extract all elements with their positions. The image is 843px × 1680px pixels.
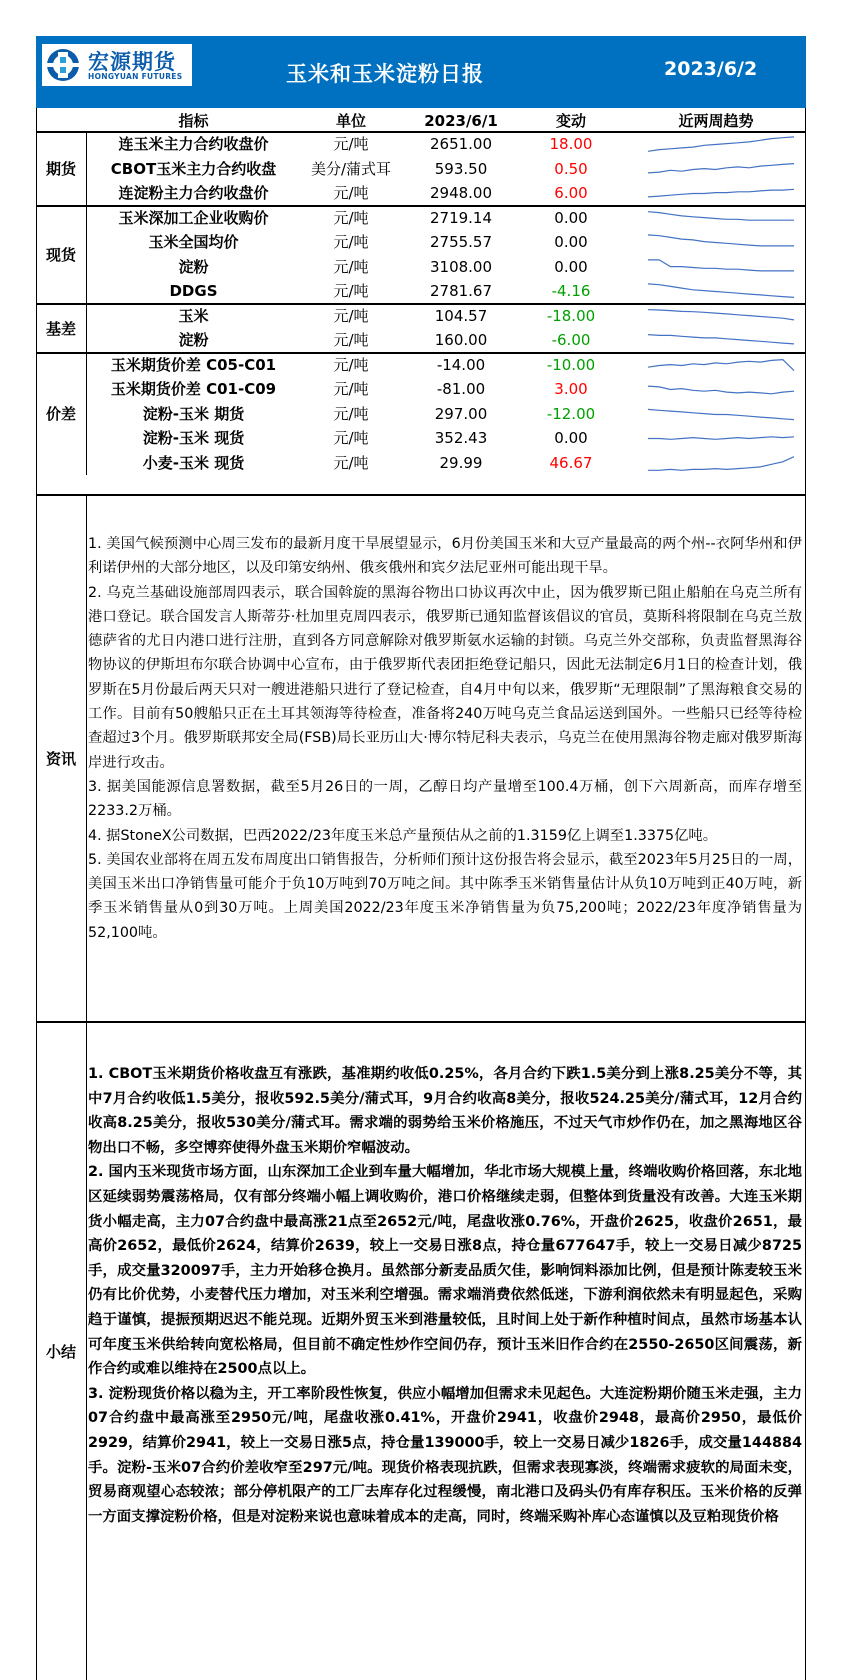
trend-sparkline xyxy=(646,428,796,449)
indicator-name: 连淀粉主力合约收盘价 xyxy=(118,184,269,202)
indicator-change: 3.00 xyxy=(554,380,588,398)
news-paragraph: 4. 据StoneX公司数据，巴西2022/23年度玉米总产量预估从之前的1.3159亿上调至1.3375亿吨。 xyxy=(88,827,718,844)
report-sheet xyxy=(36,36,806,1680)
indicator-change: 6.00 xyxy=(554,184,588,202)
indicator-change: -18.00 xyxy=(546,306,596,325)
trend-sparkline xyxy=(646,453,796,474)
indicator-name: 淀粉-玉米 期货 xyxy=(142,404,245,423)
category-label: 期货 xyxy=(45,160,76,179)
trend-line xyxy=(648,137,794,151)
divider xyxy=(86,132,87,206)
company-logo xyxy=(42,44,192,86)
trend-sparkline xyxy=(646,330,796,351)
trend-line xyxy=(648,235,794,246)
news-paragraph: 1. 美国气候预测中心周三发布的最新月度干旱展望显示，6月份美国玉米和大豆产量最高的两个州--衣阿华州和伊利诺伊州的大部分地区，以及印第安纳州、俄亥俄州和宾夕法尼亚州可能出现干旱。 xyxy=(88,536,802,577)
logo-text-cn: 宏源期货 xyxy=(88,50,176,74)
trend-line xyxy=(648,409,794,419)
trend-line xyxy=(648,163,794,172)
indicator-unit: 元/吨 xyxy=(333,306,369,325)
indicator-change: 0.00 xyxy=(554,233,588,251)
summary-paragraph: 2. 国内玉米现货市场方面，山东深加工企业到车量大幅增加，华北市场大规模上量，终端收购价格回落，东北地区延续弱势震荡格局，仅有部分终端小幅上调收购价，港口价格继续走弱，但整体到货量没有改善。大连玉米期货小幅走高，主力07合约盘中最高涨21点至2652元/吨，尾盘收涨0.76%，开盘价2625，收盘价2651，最高价2652，最低价2624，结算价2639，较上一交易日涨8点，持仓量677647手，较上一交易日减少8725手，成交量320097手，主力开始移仓换月。虽然部分新麦品质欠佳，影响饲料添加比例，但是预计陈麦较玉米仍有比价优势，小麦替代压力增加，对玉米利空增强。需求端消费依然低迷，下游利润依然未有明显起色，采购趋于谨慎，提振预期迟迟不能兑现。近期外贸玉米到港量较低，且时间上处于新作种植时间点，虽然市场基本认可年度玉米供给转向宽松格局，但目前不确定性炒作空间仍存，预计玉米旧作合约在2550-2650区间震荡，新作合约或难以维持在2500点以上。 xyxy=(88,1164,802,1378)
category-label: 基差 xyxy=(45,319,76,338)
indicator-value: 297.00 xyxy=(434,404,488,423)
trend-line xyxy=(648,335,794,344)
indicator-change: 46.67 xyxy=(549,453,593,472)
indicator-unit: 元/吨 xyxy=(333,135,369,153)
indicator-unit: 元/吨 xyxy=(333,208,369,227)
indicator-change: 0.00 xyxy=(554,208,588,227)
indicator-value: 2948.00 xyxy=(429,184,493,202)
indicator-value: -81.00 xyxy=(436,380,486,398)
trend-sparkline xyxy=(646,404,796,425)
indicator-name: 小麦-玉米 现货 xyxy=(142,453,245,472)
table-row xyxy=(86,206,806,231)
indicator-value: 2755.57 xyxy=(429,233,493,251)
logo-mark-icon xyxy=(46,48,80,82)
col-header-date: 2023/6/1 xyxy=(424,112,498,130)
indicator-name: 玉米 xyxy=(178,306,209,325)
indicator-value: 2719.14 xyxy=(429,208,493,227)
indicator-unit: 元/吨 xyxy=(333,355,369,374)
indicator-change: -10.00 xyxy=(546,355,596,374)
report-header xyxy=(36,36,806,108)
divider xyxy=(36,494,806,496)
table-row xyxy=(86,132,806,157)
trend-sparkline xyxy=(646,355,796,376)
table-row xyxy=(86,402,806,427)
table-row xyxy=(86,328,806,353)
indicator-change: 18.00 xyxy=(549,135,593,153)
news-paragraph: 5. 美国农业部将在周五发布周度出口销售报告，分析师们预计这份报告将会显示，截至2023年5月25日的一周，美国玉米出口净销售量可能介于负10万吨到70万吨之间。其中陈季玉米销售量估计从负10万吨到正40万吨，新季玉米销售量从0到30万吨。上周美国2022/23年度玉米净销售量为负75,200吨；2022/23年度净销售量为52,100吨。 xyxy=(88,851,802,941)
indicator-value: 3108.00 xyxy=(429,257,493,276)
summary-paragraph: 1. CBOT玉米期货价格收盘互有涨跌，基准期约收低0.25%，各月合约下跌1.5美分到上涨8.25美分不等，其中7月合约收低1.5美分，报收592.5美分/蒲式耳，9月合约收高8美分，报收524.25美分/蒲式耳，12月合约收高8.25美分，报收530美分/蒲式耳。需求端的弱势给玉米价格施压，不过天气市炒作仍在，加之黑海地区谷物出口不畅，多空博弈使得外盘玉米期价窄幅波动。 xyxy=(88,1066,802,1156)
trend-line xyxy=(648,211,794,220)
indicator-value: 29.99 xyxy=(439,453,483,472)
trend-line xyxy=(648,189,794,197)
indicator-name: 玉米期货价差 C05-C01 xyxy=(110,355,277,374)
trend-sparkline xyxy=(646,159,796,180)
divider xyxy=(86,1023,87,1680)
divider xyxy=(36,352,806,354)
trend-sparkline xyxy=(646,232,796,253)
col-header-unit: 单位 xyxy=(335,112,366,130)
indicator-unit: 元/吨 xyxy=(333,282,369,300)
indicator-unit: 元/吨 xyxy=(333,184,369,202)
summary-label: 小结 xyxy=(45,1343,76,1361)
table-row xyxy=(86,377,806,402)
indicator-name: 玉米期货价差 C01-C09 xyxy=(110,380,277,398)
indicator-name: 淀粉 xyxy=(178,257,209,276)
trend-line xyxy=(648,259,794,270)
col-header-change: 变动 xyxy=(555,112,586,130)
table-row xyxy=(86,279,806,304)
divider xyxy=(36,108,37,1680)
table-row xyxy=(86,451,806,476)
report-title: 玉米和玉米淀粉日报 xyxy=(286,62,484,86)
category-label: 价差 xyxy=(45,405,76,424)
indicator-name: 玉米深加工企业收购价 xyxy=(118,208,269,227)
indicator-unit: 元/吨 xyxy=(333,429,369,447)
divider xyxy=(86,206,87,304)
category-label: 现货 xyxy=(45,246,76,264)
indicator-change: 0.00 xyxy=(554,257,588,276)
indicator-name: 连玉米主力合约收盘价 xyxy=(118,135,269,153)
table-row xyxy=(86,157,806,182)
table-row xyxy=(86,304,806,329)
table-row xyxy=(86,353,806,378)
indicator-change: 0.00 xyxy=(554,429,588,447)
indicator-change: -12.00 xyxy=(546,404,596,423)
indicator-unit: 元/吨 xyxy=(333,380,369,398)
report-date: 2023/6/2 xyxy=(664,58,758,80)
indicator-change: 0.50 xyxy=(554,159,588,178)
indicator-change: -6.00 xyxy=(551,331,591,349)
news-label: 资讯 xyxy=(45,750,76,768)
indicator-unit: 美分/蒲式耳 xyxy=(310,159,392,178)
trend-sparkline xyxy=(646,379,796,400)
indicator-value: 352.43 xyxy=(434,429,488,447)
divider xyxy=(86,304,87,353)
trend-sparkline xyxy=(646,134,796,155)
table-row xyxy=(86,230,806,255)
indicator-name: DDGS xyxy=(169,282,218,300)
news-text xyxy=(88,532,802,945)
trend-line xyxy=(648,437,794,440)
indicator-unit: 元/吨 xyxy=(333,257,369,276)
trend-line xyxy=(648,359,794,370)
indicator-value: 104.57 xyxy=(434,306,488,325)
trend-line xyxy=(648,284,794,298)
indicator-name: 淀粉 xyxy=(178,331,209,349)
trend-line xyxy=(648,386,794,394)
indicator-unit: 元/吨 xyxy=(333,331,369,349)
indicator-name: 淀粉-玉米 现货 xyxy=(142,429,245,447)
indicator-value: 593.50 xyxy=(434,159,488,178)
trend-line xyxy=(648,456,794,470)
indicator-unit: 元/吨 xyxy=(333,233,369,251)
indicator-value: -14.00 xyxy=(436,355,486,374)
trend-sparkline xyxy=(646,183,796,204)
indicator-change: -4.16 xyxy=(551,282,591,300)
col-header-indicator: 指标 xyxy=(178,112,209,130)
trend-sparkline xyxy=(646,208,796,229)
news-paragraph: 2. 乌克兰基础设施部周四表示，联合国斡旋的黑海谷物出口协议再次中止，因为俄罗斯已阻止船舶在乌克兰所有港口登记。联合国发言人斯蒂芬·杜加里克周四表示，俄罗斯已通知监督该倡议的官员，莫斯科将限制在乌克兰敖德萨省的尤日内港口进行注册，直到各方同意解除对俄罗斯氨水运输的封锁。乌克兰外交部称，负责监督黑海谷物协议的伊斯坦布尔联合协调中心宣布，由于俄罗斯代表团拒绝登记船只，因此无法制定6月1日的检查计划，俄罗斯在5月份最后两天只对一艘进港船只进行了登记检查，自4月中旬以来，俄罗斯“无理限制”了黑海粮食交易的工作。目前有50艘船只正在土耳其领海等待检查，准备将240万吨乌克兰食品运送到国外。一些船只已经等待检查超过3个月。俄罗斯联邦安全局(FSB)局长亚历山大·博尔特尼科夫表示，乌克兰在使用黑海谷物走廊对俄罗斯海岸进行攻击。 xyxy=(88,584,802,771)
indicator-name: CBOT玉米主力合约收盘 xyxy=(110,159,277,178)
news-paragraph: 3. 据美国能源信息署数据，截至5月26日的一周，乙醇日均产量增至100.4万桶，创下六周新高，而库存增至2233.2万桶。 xyxy=(88,778,802,820)
indicator-unit: 元/吨 xyxy=(333,404,369,423)
trend-sparkline xyxy=(646,257,796,278)
indicator-value: 160.00 xyxy=(434,331,488,349)
summary-text xyxy=(88,1062,802,1529)
trend-sparkline xyxy=(646,281,796,302)
divider xyxy=(36,303,806,305)
summary-paragraph: 3. 淀粉现货价格以稳为主，开工率阶段性恢复，供应小幅增加但需求未见起色。大连淀粉期价随玉米走强，主力07合约盘中最高涨至2950元/吨，尾盘收涨0.41%，开盘价2941，收盘价2948，最高价2950，最低价2929，结算价2941，较上一交易日涨5点，持仓量139000手，较上一交易日减少1826手，成交量144884手。淀粉-玉米07合约价差收窄至297元/吨。现货价格表现抗跌，但需求表现寡淡，终端需求疲软的局面未变，贸易商观望心态较浓；部分停机限产的工厂去库存化过程缓慢，南北港口及码头仍有库存积压。玉米价格的反弹一方面支撑淀粉价格，但是对淀粉来说也意味着成本的走高，同时，终端采购补库心态谨慎以及豆粕现货价格 xyxy=(88,1385,802,1525)
indicator-name: 玉米全国均价 xyxy=(148,233,239,251)
divider xyxy=(36,1021,806,1023)
table-row xyxy=(86,255,806,280)
col-header-trend: 近两周趋势 xyxy=(678,112,754,130)
divider xyxy=(86,353,87,476)
divider xyxy=(86,496,87,1021)
logo-text-en: HONGYUAN FUTURES xyxy=(88,72,183,81)
table-row xyxy=(86,426,806,451)
table-row xyxy=(86,181,806,206)
trend-sparkline xyxy=(646,306,796,327)
indicator-value: 2781.67 xyxy=(429,282,493,300)
divider xyxy=(36,131,806,133)
divider xyxy=(36,205,806,207)
divider xyxy=(805,108,806,1680)
indicator-value: 2651.00 xyxy=(429,135,493,153)
indicator-unit: 元/吨 xyxy=(333,453,369,472)
trend-line xyxy=(648,309,794,319)
